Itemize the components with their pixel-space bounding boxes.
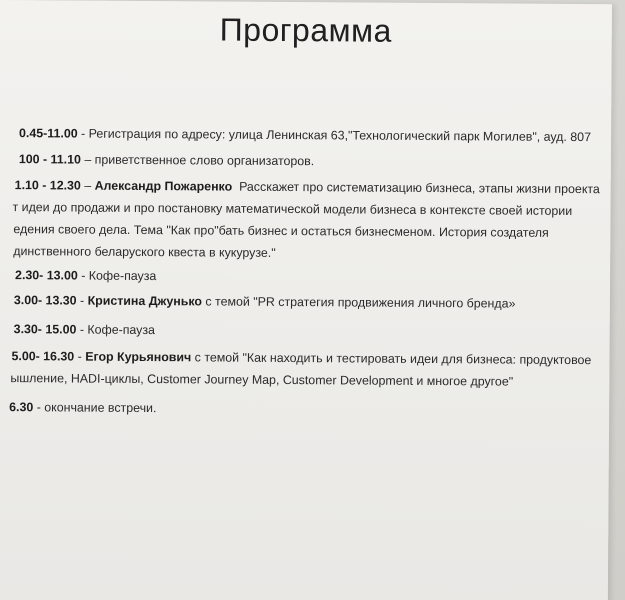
speaker-name: Егор Курьянович bbox=[85, 349, 192, 365]
agenda-text: Кофе-пауза bbox=[87, 322, 156, 338]
speaker-name: Кристина Джунько bbox=[87, 293, 203, 309]
agenda-item-coffee-break-1 bbox=[15, 264, 156, 287]
speaker-name: Александр Пожаренко bbox=[94, 178, 233, 194]
agenda-separator: - bbox=[76, 293, 88, 308]
agenda-item-registration bbox=[19, 122, 591, 148]
agenda-item-closing bbox=[9, 396, 156, 419]
agenda-item-opening bbox=[19, 148, 314, 172]
agenda-time: 1.10 - 12.30 bbox=[14, 178, 81, 193]
agenda-list bbox=[0, 122, 611, 416]
agenda-item-kuryanovich bbox=[11, 345, 591, 393]
agenda-item-coffee-break-2 bbox=[14, 318, 155, 341]
agenda-separator: - bbox=[77, 268, 89, 283]
agenda-separator: - bbox=[33, 400, 45, 415]
agenda-separator: - bbox=[77, 126, 89, 141]
agenda-time: 3.00- 13.30 bbox=[13, 293, 77, 308]
page-title: Программа bbox=[219, 11, 392, 49]
agenda-description-line-4: динственного беларуского квеста в кукурузе." bbox=[13, 244, 276, 260]
agenda-time: 6.30 bbox=[9, 400, 34, 415]
agenda-description-line-3: едения своего дела. Тема "Как про"бать бизнес и остаться бизнесменом. История создателя bbox=[13, 222, 549, 240]
agenda-time: 0.45-11.00 bbox=[19, 126, 78, 141]
agenda-text: Регистрация по адресу: улица Ленинская 63,"Технологический парк Могилев", ауд. 807 bbox=[88, 126, 592, 145]
agenda-time: 100 - 11.10 bbox=[18, 152, 81, 167]
agenda-item-pozharenko bbox=[14, 174, 600, 266]
agenda-description-line-1: с темой "Как находить и тестировать идеи для бизнеса: продуктовое bbox=[194, 350, 592, 368]
agenda-description-line-1: Расскажет про систематизацию бизнеса, этапы жизни проекта bbox=[239, 179, 600, 197]
agenda-item-dzhunko bbox=[14, 289, 516, 315]
agenda-text: Кофе-пауза bbox=[88, 268, 157, 284]
agenda-separator: - bbox=[76, 322, 88, 337]
agenda-text: с темой "PR стратегия продвижения личного бренда» bbox=[205, 294, 516, 311]
agenda-description-line-2: ышление, HADI-циклы, Customer Journey Map, Customer Development и многое другое" bbox=[10, 371, 514, 389]
agenda-time: 3.30- 15.00 bbox=[13, 322, 77, 337]
agenda-separator: - bbox=[74, 349, 86, 364]
agenda-time: 2.30- 13.00 bbox=[15, 268, 78, 283]
agenda-description-line-2: т идеи до продажи и про постановку математической модели бизнеса в контексте своей истории bbox=[12, 200, 573, 218]
agenda-time: 5.00- 16.30 bbox=[11, 349, 75, 364]
agenda-text: окончание встречи. bbox=[44, 400, 157, 416]
agenda-text: приветственное слово организаторов. bbox=[94, 152, 315, 169]
agenda-separator: – bbox=[80, 152, 95, 167]
agenda-separator: – bbox=[80, 178, 95, 193]
